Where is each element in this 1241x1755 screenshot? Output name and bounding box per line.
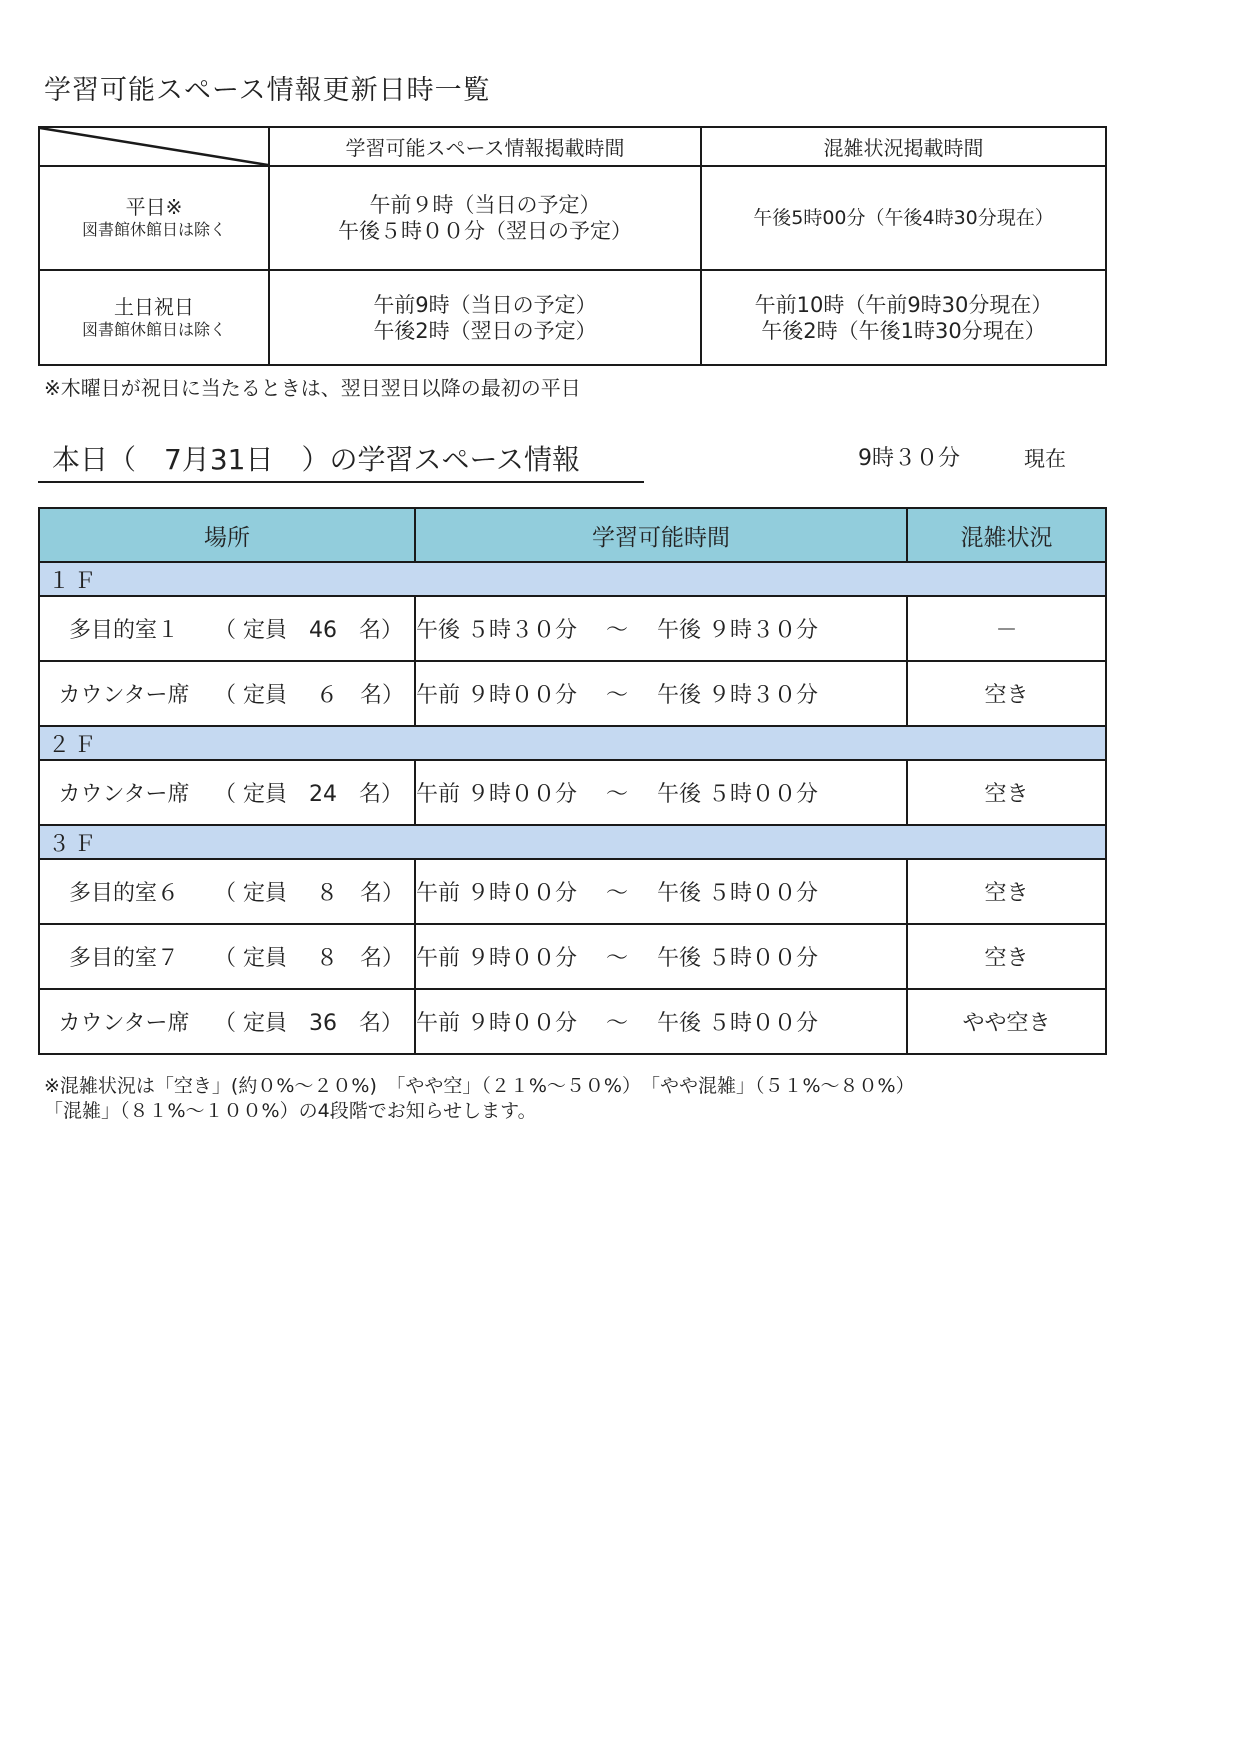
room-capacity: （ 定員 46 名） (214, 618, 403, 643)
room-name: カウンター席 (58, 1011, 190, 1036)
floor-1f-label: １Ｆ (39, 562, 1106, 596)
current-time: 9時３０分 (858, 446, 960, 471)
congestion-time-header: 混雑状況掲載時間 (701, 127, 1106, 166)
weekday-label: 平日※ (125, 195, 183, 219)
weekday-space-time-line: 午後５時００分（翌日の予定） (338, 219, 632, 243)
table-row (39, 989, 1106, 1054)
weekday-sublabel: 図書館休館日は除く (81, 220, 226, 239)
study-space-table (38, 507, 1107, 1055)
schedule-note: ※木曜日が祝日に当たるときは、翌日翌日以降の最初の平日 (44, 376, 581, 400)
room-status: 空き (907, 859, 1106, 924)
holiday-congestion-time (701, 270, 1106, 365)
room-time: 午前 ９時００分 ～ 午後 ５時００分 (415, 859, 907, 924)
holiday-space-time-line: 午前9時（当日の予定） (373, 292, 597, 317)
page-title: 学習可能スペース情報更新日時一覧 (44, 75, 491, 106)
table-row (39, 859, 1106, 924)
table-row (39, 596, 1106, 661)
weekday-space-time (269, 166, 701, 270)
room-status: 空き (907, 924, 1106, 989)
room-time: 午前 ９時００分 ～ 午後 ９時３０分 (415, 661, 907, 726)
weekday-label-cell (39, 166, 269, 270)
footnote-line: ※混雑状況は「空き」(約０%～２０%) 「やや空」（２１%～５０%） 「やや混雑」（５１%～８０%） (44, 1075, 915, 1097)
room-time: 午前 ９時００分 ～ 午後 ５時００分 (415, 760, 907, 825)
available-time-header: 学習可能時間 (415, 508, 907, 562)
current-time-label: 現在 (1024, 447, 1066, 471)
room-capacity: （ 定員 ８ 名） (214, 881, 404, 906)
holiday-congestion-time-line: 午前10時（午前9時30分現在） (754, 292, 1053, 317)
room-name: 多目的室７ (68, 946, 179, 971)
room-status: － (907, 596, 1106, 661)
room-capacity: （ 定員 36 名） (214, 1011, 403, 1036)
room-name: 多目的室１ (68, 618, 179, 643)
room-name: カウンター席 (58, 782, 190, 807)
table-row (39, 760, 1106, 825)
holiday-label: 土日祝日 (114, 294, 194, 319)
footnote-line: 「混雑」（８１%～１００%）の4段階でお知らせします。 (44, 1100, 537, 1122)
room-status: やや空き (907, 989, 1106, 1054)
diagonal-header-cell (39, 127, 269, 166)
today-heading-underline (38, 481, 644, 483)
table-row (39, 661, 1106, 726)
room-status: 空き (907, 760, 1106, 825)
holiday-sublabel: 図書館休館日は除く (81, 319, 226, 339)
floor-3f-label: ３Ｆ (39, 825, 1106, 859)
room-name: カウンター席 (58, 683, 190, 708)
room-time: 午前 ９時００分 ～ 午後 ５時００分 (415, 989, 907, 1054)
holiday-space-time (269, 270, 701, 365)
update-schedule-table (38, 126, 1107, 366)
congestion-footnote (44, 1074, 915, 1124)
holiday-label-cell (39, 270, 269, 365)
room-capacity: （ 定員 ８ 名） (214, 946, 404, 971)
space-time-header: 学習可能スペース情報掲載時間 (269, 127, 701, 166)
room-status: 空き (907, 661, 1106, 726)
today-heading: 本日（ 7月31日 ）の学習スペース情報 (52, 443, 581, 476)
room-time: 午前 ９時００分 ～ 午後 ５時００分 (415, 924, 907, 989)
congestion-header: 混雑状況 (907, 508, 1106, 562)
place-header: 場所 (39, 508, 415, 562)
room-time: 午後 ５時３０分 ～ 午後 ９時３０分 (415, 596, 907, 661)
room-capacity: （ 定員 24 名） (214, 782, 403, 807)
floor-2f-label: ２Ｆ (39, 726, 1106, 760)
holiday-congestion-time-line: 午後2時（午後1時30分現在） (761, 318, 1046, 343)
table-row (39, 924, 1106, 989)
weekday-congestion-time (701, 166, 1106, 270)
weekday-congestion-time-line: 午後5時00分（午後4時30分現在） (753, 207, 1054, 229)
holiday-space-time-line: 午後2時（翌日の予定） (373, 318, 597, 343)
room-capacity: （ 定員 ６ 名） (214, 683, 404, 708)
room-name: 多目的室６ (68, 881, 179, 906)
weekday-space-time-line: 午前９時（当日の予定） (369, 193, 601, 217)
